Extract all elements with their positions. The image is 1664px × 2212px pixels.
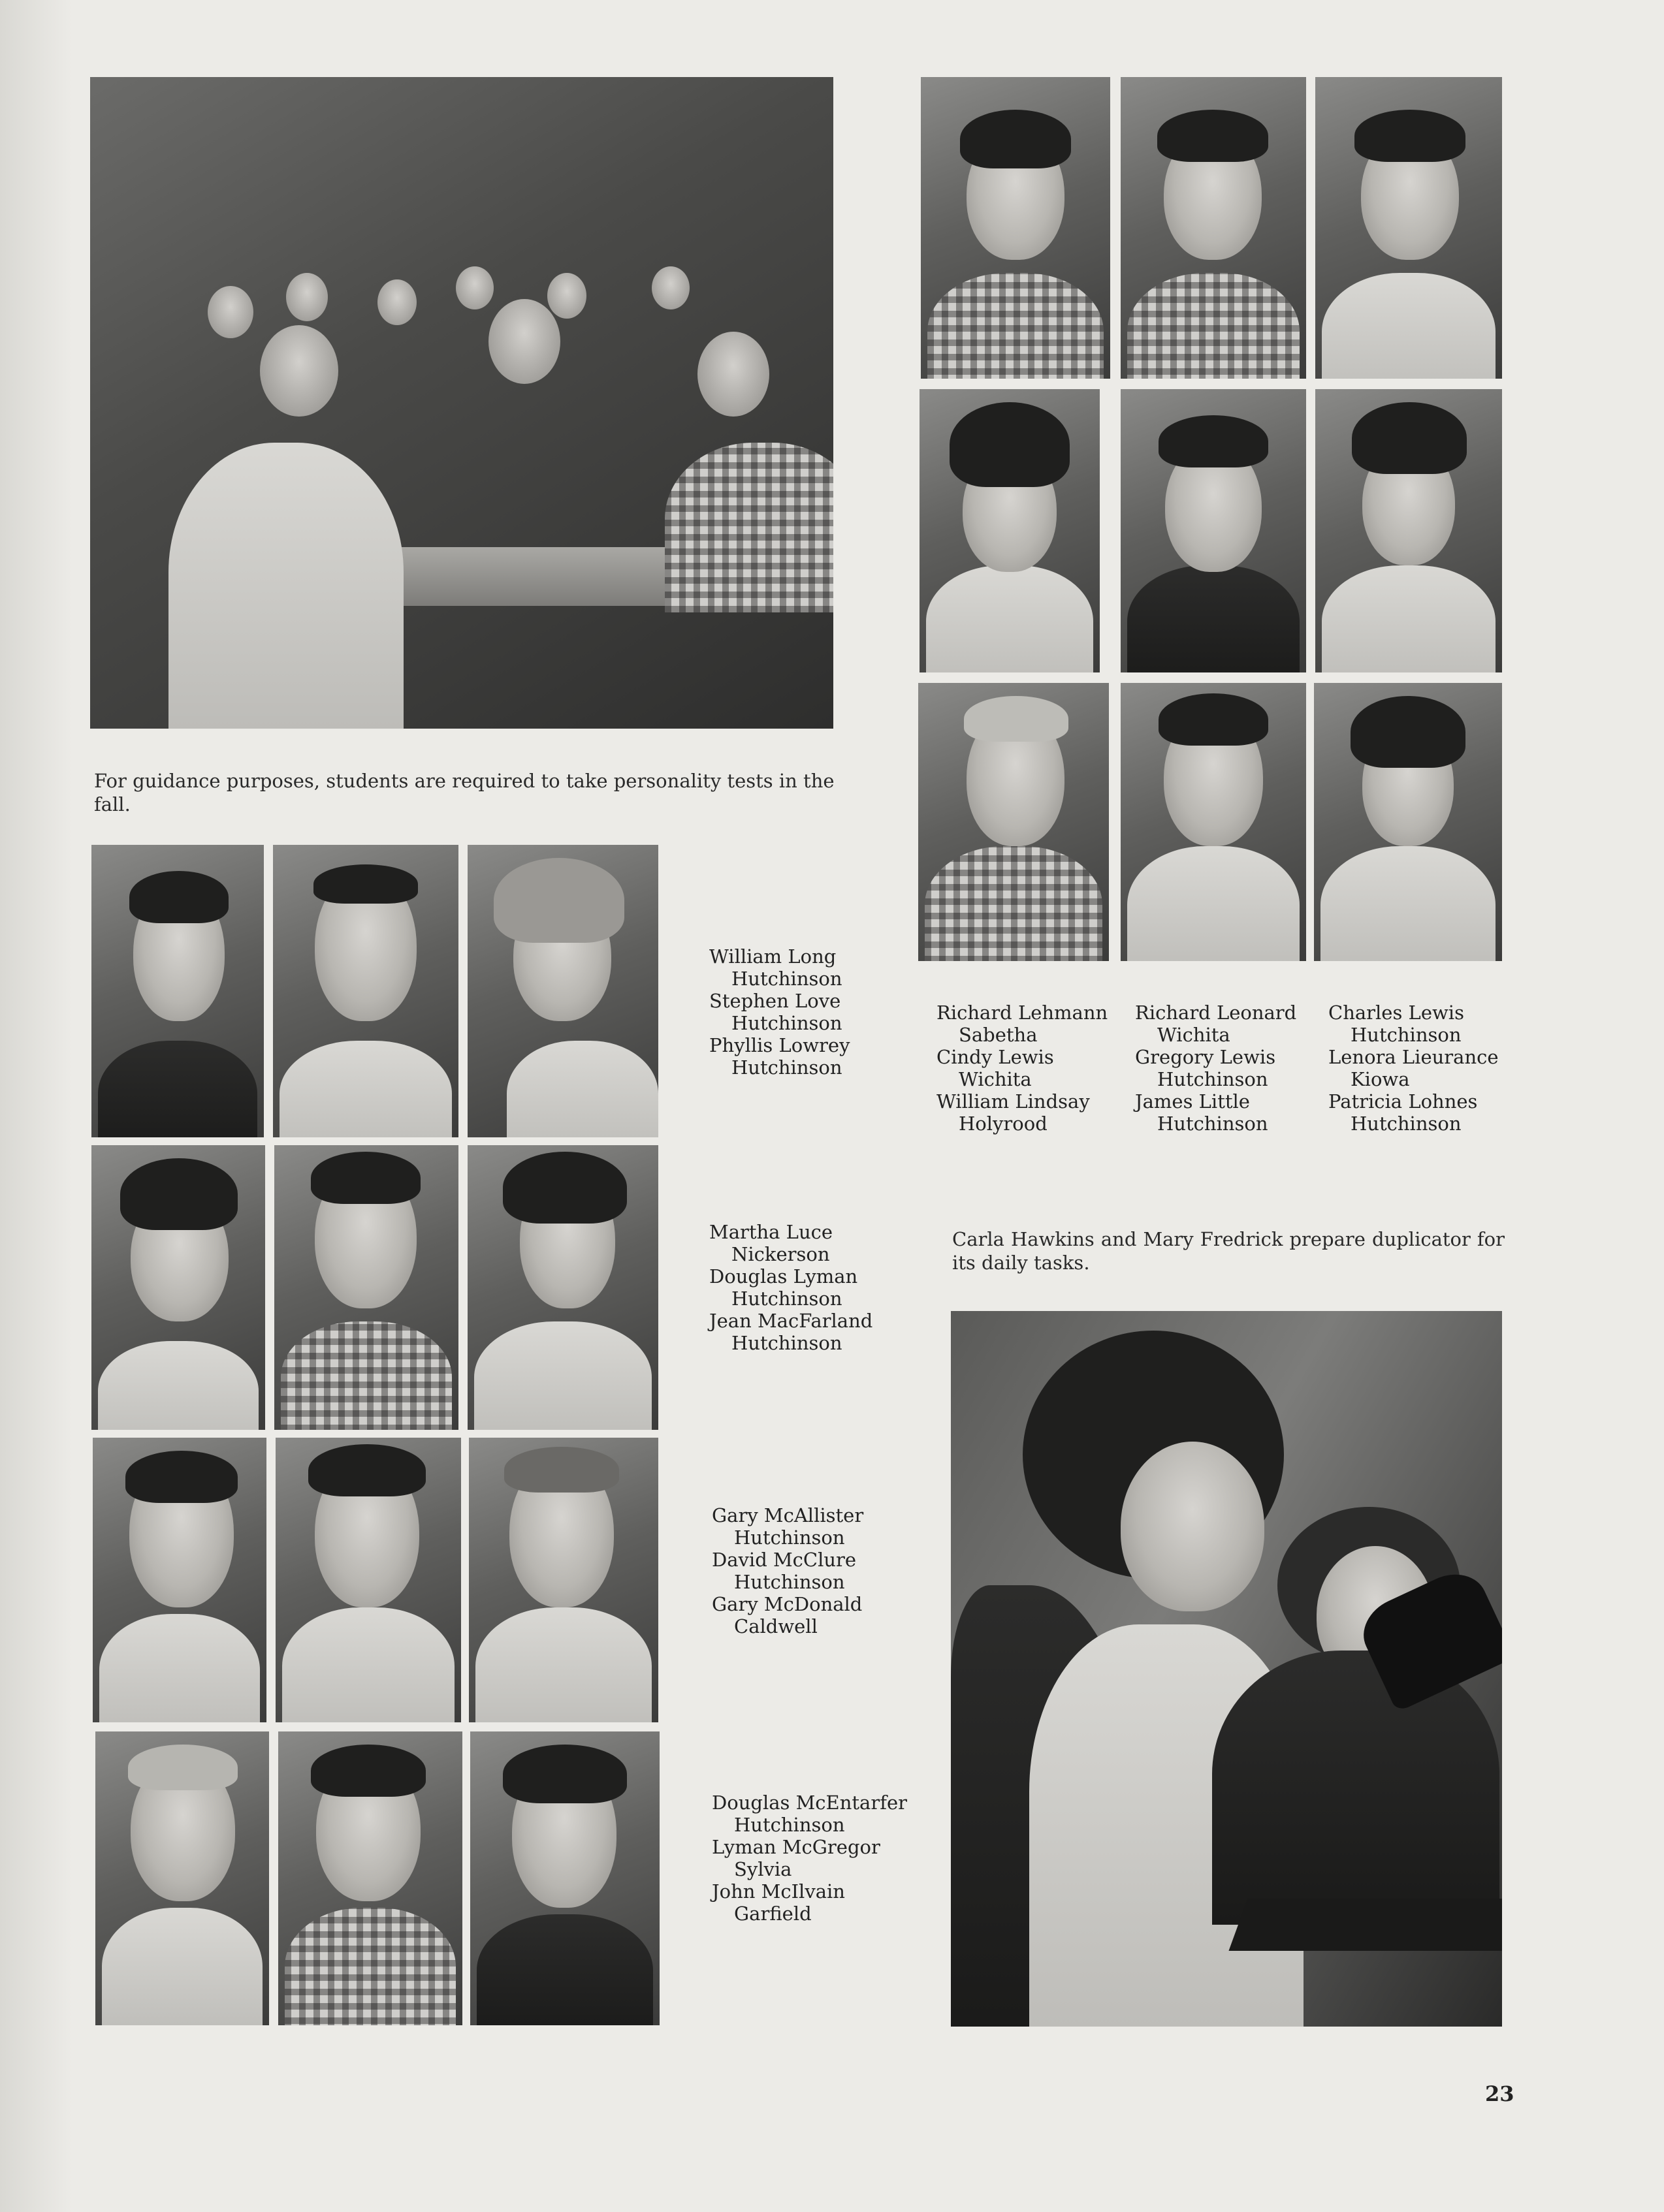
student-name: Jean MacFarland: [709, 1310, 873, 1332]
portrait: [278, 1731, 462, 2025]
page-binding-shadow: [0, 0, 72, 2212]
student-town: Hutchinson: [734, 1526, 845, 1549]
page-number: 23: [1485, 2081, 1514, 2106]
student-name: Gregory Lewis: [1135, 1046, 1276, 1068]
student-town: Hutchinson: [731, 1056, 842, 1079]
student-town: Hutchinson: [734, 1814, 845, 1836]
right-names-column-1: [936, 1002, 1108, 1135]
student-name: Gary McAllister: [712, 1504, 864, 1526]
student-name: John McIlvain: [712, 1880, 845, 1903]
portrait: [468, 845, 658, 1137]
left-names-row-1: [709, 945, 850, 1079]
student-name: Richard Leonard: [1135, 1002, 1297, 1024]
student-name: William Lindsay: [936, 1090, 1090, 1113]
student-town: Nickerson: [731, 1243, 830, 1265]
portrait: [920, 389, 1100, 672]
student-town: Holyrood: [959, 1113, 1048, 1135]
student-name: Stephen Love: [709, 990, 841, 1012]
student-town: Sabetha: [959, 1024, 1038, 1046]
student-name: Douglas Lyman: [709, 1265, 858, 1288]
portrait: [470, 1731, 660, 2025]
portrait: [91, 1145, 265, 1430]
student-town: Hutchinson: [1351, 1024, 1462, 1046]
student-town: Caldwell: [734, 1615, 818, 1637]
portrait: [274, 1145, 458, 1430]
student-town: Hutchinson: [734, 1571, 845, 1593]
student-name: Charles Lewis: [1328, 1002, 1464, 1024]
portrait: [468, 1145, 658, 1430]
right-names-column-2: [1135, 1002, 1296, 1135]
student-town: Hutchinson: [731, 1332, 842, 1354]
portrait: [1121, 389, 1306, 672]
student-name: Martha Luce: [709, 1221, 833, 1243]
student-name: Lyman McGregor: [712, 1836, 880, 1858]
portrait: [469, 1438, 658, 1722]
student-town: Hutchinson: [1157, 1068, 1268, 1090]
portrait: [91, 845, 264, 1137]
classroom-photo: [90, 77, 833, 729]
portrait: [1315, 77, 1502, 379]
student-town: Hutchinson: [731, 1012, 842, 1034]
student-name: Patricia Lohnes: [1328, 1090, 1478, 1113]
student-town: Garfield: [734, 1903, 812, 1925]
student-town: Wichita: [1157, 1024, 1230, 1046]
portrait: [95, 1731, 269, 2025]
student-name: Lenora Lieurance: [1328, 1046, 1499, 1068]
student-name: Richard Lehmann: [936, 1002, 1108, 1024]
portrait: [93, 1438, 266, 1722]
portrait: [276, 1438, 461, 1722]
left-names-row-2: [709, 1221, 872, 1354]
left-names-row-4: [712, 1792, 907, 1925]
portrait: [1121, 77, 1306, 379]
portrait: [1315, 389, 1502, 672]
student-name: James Little: [1135, 1090, 1250, 1113]
portrait: [921, 77, 1110, 379]
student-town: Kiowa: [1351, 1068, 1410, 1090]
student-town: Hutchinson: [1351, 1113, 1462, 1135]
student-name: David McClure: [712, 1549, 857, 1571]
right-names-column-3: [1328, 1002, 1499, 1135]
student-name: Douglas McEntarfer: [712, 1792, 907, 1814]
portrait: [273, 845, 458, 1137]
student-name: William Long: [709, 945, 837, 968]
portrait: [1314, 683, 1502, 961]
classroom-caption: For guidance purposes, students are required to take personality tests in the fall.: [94, 770, 835, 815]
student-town: Wichita: [959, 1068, 1032, 1090]
duplicator-caption: Carla Hawkins and Mary Fredrick prepare duplicator for its daily tasks.: [952, 1228, 1505, 1274]
student-town: Hutchinson: [731, 1288, 842, 1310]
portrait: [1121, 683, 1306, 961]
student-town: Sylvia: [734, 1858, 792, 1880]
student-name: Cindy Lewis: [936, 1046, 1054, 1068]
left-names-row-3: [712, 1504, 863, 1637]
duplicator-photo: [951, 1311, 1502, 2027]
student-town: Hutchinson: [1157, 1113, 1268, 1135]
student-town: Hutchinson: [731, 968, 842, 990]
portrait: [918, 683, 1109, 961]
student-name: Phyllis Lowrey: [709, 1034, 850, 1056]
student-name: Gary McDonald: [712, 1593, 863, 1615]
